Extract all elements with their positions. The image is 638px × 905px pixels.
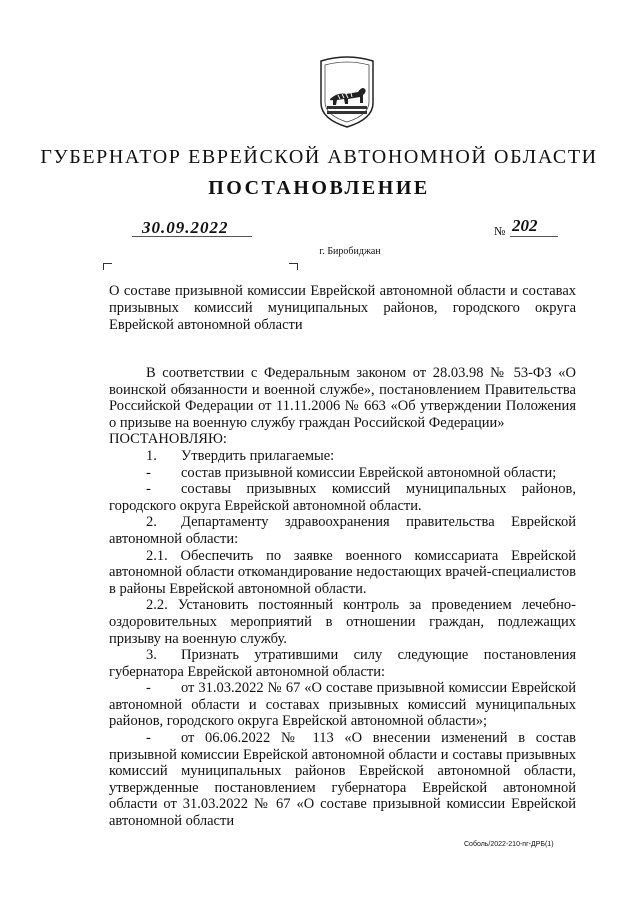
item-3b <box>109 730 576 830</box>
item-text: Признать утратившими силу следующие постановления губернатора Еврейской автономной области: <box>109 647 576 680</box>
decree-title: О составе призывной комиссии Еврейской автономной области и составах призывных комиссий муниципальных районов, городского округа Еврейской автономной области <box>109 283 576 333</box>
item-text: составы призывных комиссий муниципальных районов, городского округа Еврейской автономной области. <box>109 481 576 514</box>
decree-word: ПОСТАНОВЛЯЮ: <box>109 431 227 448</box>
city-name: г. Биробиджан <box>319 246 381 257</box>
item-3 <box>109 647 576 680</box>
item-2-1: 2.1. Обеспечить по заявке военного комиссариата Еврейской автономной области откомандирование недостающих врачей-специалистов в районы Еврейской автономной области. <box>109 547 576 597</box>
dash: - <box>146 464 151 481</box>
item-3a <box>109 680 576 730</box>
item-1b <box>109 481 576 514</box>
title-corner-right <box>289 263 298 270</box>
document-code: Соболь/2022-210-пг-ДРБ(1) <box>464 841 554 848</box>
item-text: от 31.03.2022 № 67 «О составе призывной комиссии Еврейской автономной области и составах призывных комиссий муниципальных районов, городского округа Еврейской автономной области»; <box>109 680 576 730</box>
item-text: Департаменту здравоохранения правительства Еврейской автономной области: <box>109 514 576 547</box>
date-underline <box>132 236 252 237</box>
authority-title: ГУБЕРНАТОР ЕВРЕЙСКОЙ АВТОНОМНОЙ ОБЛАСТИ <box>40 146 598 168</box>
item-number: 1. <box>146 447 157 464</box>
dash: - <box>146 680 151 697</box>
number-label: № <box>494 224 506 238</box>
item-2 <box>109 514 576 547</box>
dash: - <box>146 730 151 747</box>
preamble: В соответствии с Федеральным законом от 28.03.98 № 53-ФЗ «О воинской обязанности и военной службе», постановлением Правительства Российской Федерации от 11.11.2006 № 663 «Об утверждении Положения о призыве на военную службу граждан Российской Федерации» <box>109 365 576 431</box>
item-text: состав призывной комиссии Еврейской автономной области; <box>181 464 557 481</box>
decree-number: 202 <box>512 216 538 235</box>
decree-body <box>109 365 576 830</box>
item-1a <box>109 465 576 482</box>
item-text: от 06.06.2022 № 113 «О внесении изменений в состав призывной комиссии Еврейской автономной области и составы призывных комиссий муниципальных районов Еврейской автономной области, утвержденные постановлением губернатора Еврейской автономной области от 31.03.2022 № 67 «О составе призывной комиссии Еврейской автономной области <box>109 730 576 830</box>
number-underline <box>510 236 558 237</box>
item-number: 3. <box>146 647 157 664</box>
item-1 <box>109 448 576 465</box>
item-number: 2. <box>146 514 157 531</box>
document-type: ПОСТАНОВЛЕНИЕ <box>208 177 430 199</box>
title-corner-left <box>103 263 112 270</box>
dash: - <box>146 481 151 498</box>
item-text: Утвердить прилагаемые: <box>181 447 335 464</box>
decree-date: 30.09.2022 <box>142 218 229 237</box>
coat-of-arms-tiger-icon <box>318 55 376 129</box>
item-2-2: 2.2. Установить постоянный контроль за проведением лечебно-оздоровительных мероприятий в отношении граждан, подлежащих призыву на военную службу. <box>109 597 576 647</box>
